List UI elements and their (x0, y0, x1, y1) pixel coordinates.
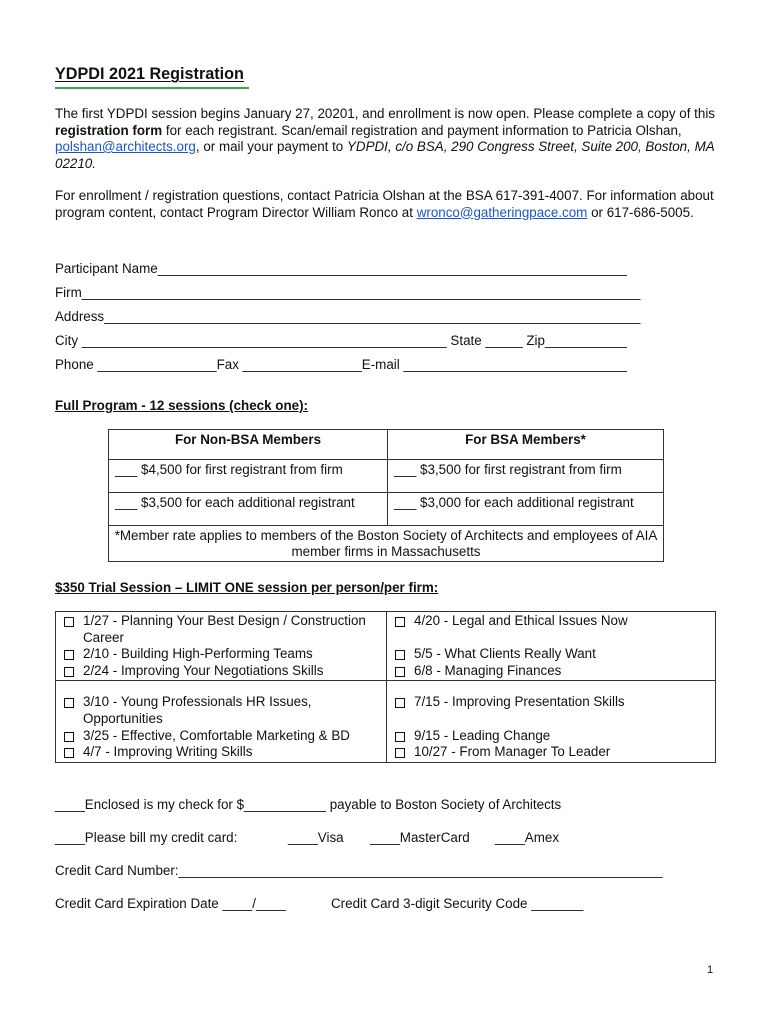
session-7-15[interactable] (395, 694, 715, 711)
checkbox-icon[interactable] (64, 698, 74, 708)
checkbox-icon[interactable] (64, 667, 74, 677)
trial-cell-left-b (56, 681, 387, 762)
session-label: 5/5 - What Clients Really Want (414, 646, 596, 662)
session-4-7[interactable] (64, 744, 386, 761)
session-label: 1/27 - Planning Your Best Design / Construction Career (83, 613, 366, 645)
checkbox-icon[interactable] (395, 732, 405, 742)
col-header-non-bsa: For Non-BSA Members (109, 430, 388, 460)
session-5-5[interactable] (395, 646, 715, 663)
checkbox-icon[interactable] (395, 667, 405, 677)
session-3-10[interactable] (64, 694, 386, 727)
checkbox-icon[interactable] (64, 617, 74, 627)
page-number: 1 (707, 964, 714, 976)
card-number-field[interactable]: Credit Card Number:_________________________________________________________________ (55, 863, 663, 878)
session-label: 4/20 - Legal and Ethical Issues Now (414, 613, 628, 628)
checkbox-icon[interactable] (395, 650, 405, 660)
session-label: 3/10 - Young Professionals HR Issues, Opportunities (83, 694, 312, 726)
session-label: 7/15 - Improving Presentation Skills (414, 694, 625, 710)
session-9-15[interactable] (395, 728, 715, 745)
checkbox-icon[interactable] (395, 617, 405, 627)
firm-field[interactable]: Firm___________________________________________________________________________ (55, 285, 641, 300)
col-header-bsa: For BSA Members* (388, 430, 664, 460)
session-2-10[interactable] (64, 646, 386, 663)
page-title: YDPDI 2021 Registration (55, 65, 244, 83)
intro-text-1: The first YDPDI session begins January 27, 20201, and enrollment is now open. Please complete a copy of this (55, 106, 715, 121)
phone-fax-email-field[interactable]: Phone ________________Fax ________________E-mail ______________________________ (55, 357, 627, 372)
checkbox-icon[interactable] (64, 748, 74, 758)
session-label: 2/10 - Building High-Performing Teams (83, 646, 313, 662)
session-label: 10/27 - From Manager To Leader (414, 744, 611, 760)
trial-cell-right-b (387, 681, 716, 762)
trial-session-heading: $350 Trial Session – LIMIT ONE session per person/per firm: (55, 580, 439, 595)
option-nonbsa-first[interactable]: ___ $4,500 for first registrant from firm (109, 460, 388, 493)
checkbox-icon[interactable] (395, 698, 405, 708)
session-1-27[interactable] (64, 613, 386, 646)
session-label: 6/8 - Managing Finances (414, 662, 562, 678)
expiration-date-field[interactable]: Credit Card Expiration Date ____/____ (55, 896, 286, 911)
session-3-25[interactable] (64, 728, 386, 745)
member-rate-note: *Member rate applies to members of the Boston Society of Architects and employees of AIA member firms in Massachusetts (109, 526, 664, 562)
checkbox-icon[interactable] (395, 748, 405, 758)
session-label: 9/15 - Leading Change (414, 727, 551, 743)
contact-text-2: or 617-686-5005. (587, 204, 694, 220)
session-2-24[interactable] (64, 663, 386, 680)
intro-paragraph (55, 106, 720, 172)
session-label: 4/7 - Improving Writing Skills (83, 744, 253, 760)
mailing-address: YDPDI, c/o BSA, 290 Congress Street, Suite 200, Boston, MA 02210. (55, 139, 715, 171)
option-bsa-first[interactable]: ___ $3,500 for first registrant from firm (388, 460, 664, 493)
checkbox-icon[interactable] (64, 732, 74, 742)
check-payment-line[interactable]: ____Enclosed is my check for $___________ payable to Boston Society of Architects (55, 797, 562, 812)
trial-session-table (55, 611, 716, 763)
amex-option[interactable]: ____Amex (495, 830, 560, 845)
trial-cell-right-a (387, 612, 716, 681)
contact-text-1: For enrollment / registration questions, contact Patricia Olshan at the BSA 617-391-4007. For information about program content, contact Program Director William Ronco at (55, 188, 714, 220)
session-4-20[interactable] (395, 613, 715, 630)
bill-credit-card-line[interactable]: ____Please bill my credit card: (55, 830, 238, 845)
address-field[interactable]: Address________________________________________________________________________ (55, 309, 641, 324)
option-nonbsa-additional[interactable]: ___ $3,500 for each additional registrant (109, 493, 388, 526)
city-state-zip-field[interactable]: City _________________________________________________ State _____ Zip___________ (55, 333, 627, 348)
visa-option[interactable]: ____Visa (288, 830, 344, 845)
title-underline-rule (55, 87, 249, 89)
full-program-heading: Full Program - 12 sessions (check one): (55, 398, 309, 413)
full-program-table (108, 429, 664, 562)
mastercard-option[interactable]: ____MasterCard (370, 830, 470, 845)
session-6-8[interactable] (395, 663, 715, 680)
intro-text-2: for each registrant. Scan/email registration and payment information to Patricia Olshan, (162, 122, 682, 138)
intro-bold: registration form (55, 122, 163, 138)
security-code-field[interactable]: Credit Card 3-digit Security Code _______ (331, 896, 584, 911)
participant-name-field[interactable]: Participant Name_______________________________________________________________ (55, 261, 627, 276)
option-bsa-additional[interactable]: ___ $3,000 for each additional registrant (388, 493, 664, 526)
intro-text-3: , or mail your payment to (195, 139, 347, 154)
checkbox-icon[interactable] (64, 650, 74, 660)
polshan-email-link[interactable]: polshan@architects.org (55, 139, 196, 154)
session-10-27[interactable] (395, 744, 715, 761)
session-label: 2/24 - Improving Your Negotiations Skills (83, 662, 324, 678)
contact-paragraph (55, 188, 720, 221)
trial-cell-left-a (56, 612, 387, 681)
wronco-email-link[interactable]: wronco@gatheringpace.com (416, 204, 588, 220)
session-label: 3/25 - Effective, Comfortable Marketing & BD (83, 727, 350, 743)
